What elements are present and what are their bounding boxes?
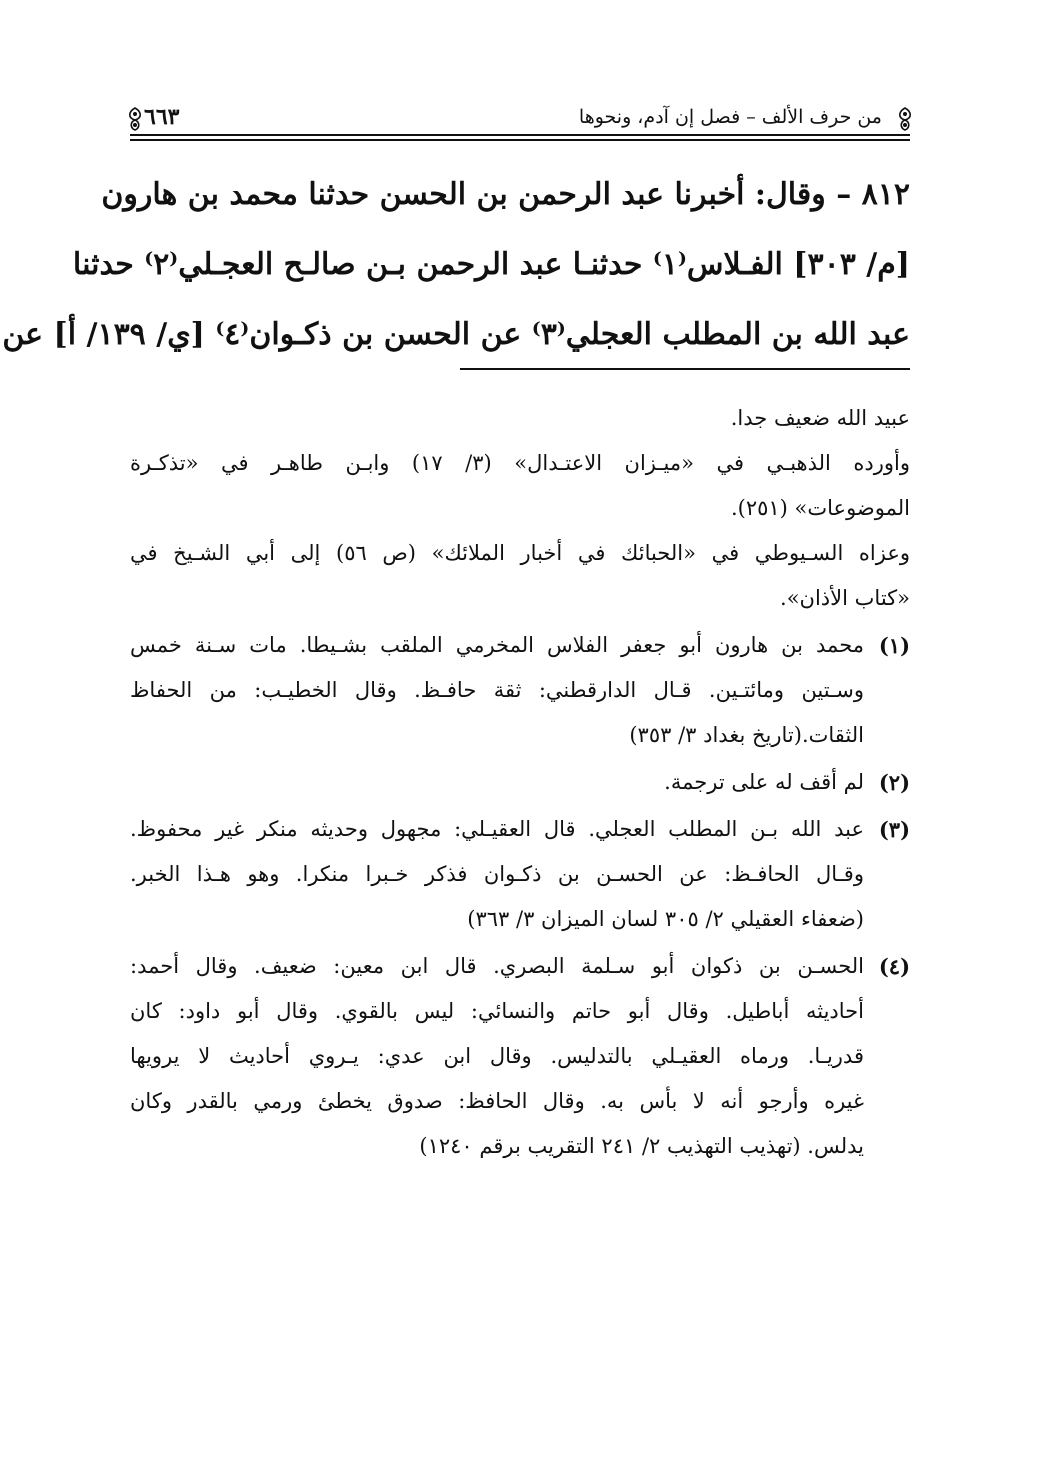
footnote-number: (٢) (878, 770, 910, 795)
footnote-number: (٤) (878, 954, 910, 979)
footnote-line: الحسـن بن ذكوان أبو سـلمة البصري. قال ابن معين: ضعيف. وقال أحمد: (130, 954, 864, 978)
footnote-number: (٣) (878, 817, 910, 842)
footnote-line: (ضعفاء العقيلي ٢/ ٣٠٥ لسان الميزان ٣/ ٣٦٣) (467, 907, 864, 931)
main-line: ٨١٢ – وقال: أخبرنا عبد الرحمن بن الحسن حدثنا محمد بن هارون (101, 177, 910, 212)
footnote-line: قدريـا. ورماه العقيـلي بالتدليس. وقال ابن عدي: يـروي أحاديث لا يرويها (130, 1044, 864, 1068)
footnote-1 (130, 623, 910, 758)
footnote-continuation (130, 396, 910, 621)
ornament-icon (124, 106, 146, 132)
page-header (130, 96, 910, 144)
footnote-line: وعزاه السـيوطي في «الحبائك في أخبار الملائك» (ص ٥٦) إلى أبي الشـيخ في (130, 541, 910, 565)
footnote-separator (460, 368, 910, 370)
footnote-line: الثقات.(تاريخ بغداد ٣/ ٣٥٣) (629, 723, 864, 747)
footnote-line: يدلس. (تهذيب التهذيب ٢/ ٢٤١ التقريب برقم ١٢٤٠) (419, 1134, 864, 1158)
footnote-number: (١) (878, 633, 910, 658)
footnotes (130, 396, 910, 1169)
footnote-line: وسـتين ومائتـين. قـال الدارقطني: ثقة حافـظ. وقال الخطيـب: من الحفاظ (130, 678, 864, 702)
footnote-3 (130, 807, 910, 942)
footnote-line: أحاديثه أباطيل. وقال أبو حاتم والنسائي: ليس بالقوي. وقال أبو داود: كان (130, 999, 864, 1023)
footnote-line: الموضوعات» (٢٥١). (730, 496, 910, 520)
running-title: من حرف الألف – فصل إن آدم، ونحوها (578, 106, 882, 128)
footnote-line: عبيد الله ضعيف جدا. (730, 406, 910, 430)
footnote-line: غيره وأرجو أنه لا بأس به. وقال الحافظ: صدوق يخطئ ورمي بالقدر وكان (130, 1089, 864, 1113)
footnote-line: «كتاب الأذان». (780, 586, 910, 610)
footnote-line: لم أقف له على ترجمة. (664, 770, 864, 794)
footnote-line: وأورده الذهبـي في «ميـزان الاعتـدال» (٣/ ١٧) وابـن طاهـر في «تذكـرة (130, 451, 910, 475)
main-line: عبد الله بن المطلب العجلي⁽٣⁾ عن الحسن بن ذكـوان⁽٤⁾ [ي/ ١٣٩/ أ] عن (2, 317, 910, 352)
main-text (2, 160, 910, 370)
footnote-2 (130, 760, 910, 805)
header-rule (130, 134, 910, 141)
page-number: ٦٦٣ (144, 104, 180, 130)
main-line: [م/ ٣٠٣] الفـلاس⁽١⁾ حدثنـا عبد الرحمن بـن صالـح العجـلي⁽٢⁾ حدثنا (72, 247, 910, 282)
footnote-line: وقـال الحافـظ: عن الحسـن بن ذكـوان فذكر خـبرا منكرا. وهو هـذا الخبر. (130, 862, 864, 886)
footnote-4 (130, 944, 910, 1169)
footnote-line: محمد بن هارون أبو جعفر الفلاس المخرمي الملقب بشـيطا. مات سـنة خمس (130, 633, 864, 657)
footnote-line: عبد الله بـن المطلب العجلي. قال العقيـلي: مجهول وحديثه منكر غير محفوظ. (130, 817, 864, 841)
ornament-icon (894, 106, 916, 132)
